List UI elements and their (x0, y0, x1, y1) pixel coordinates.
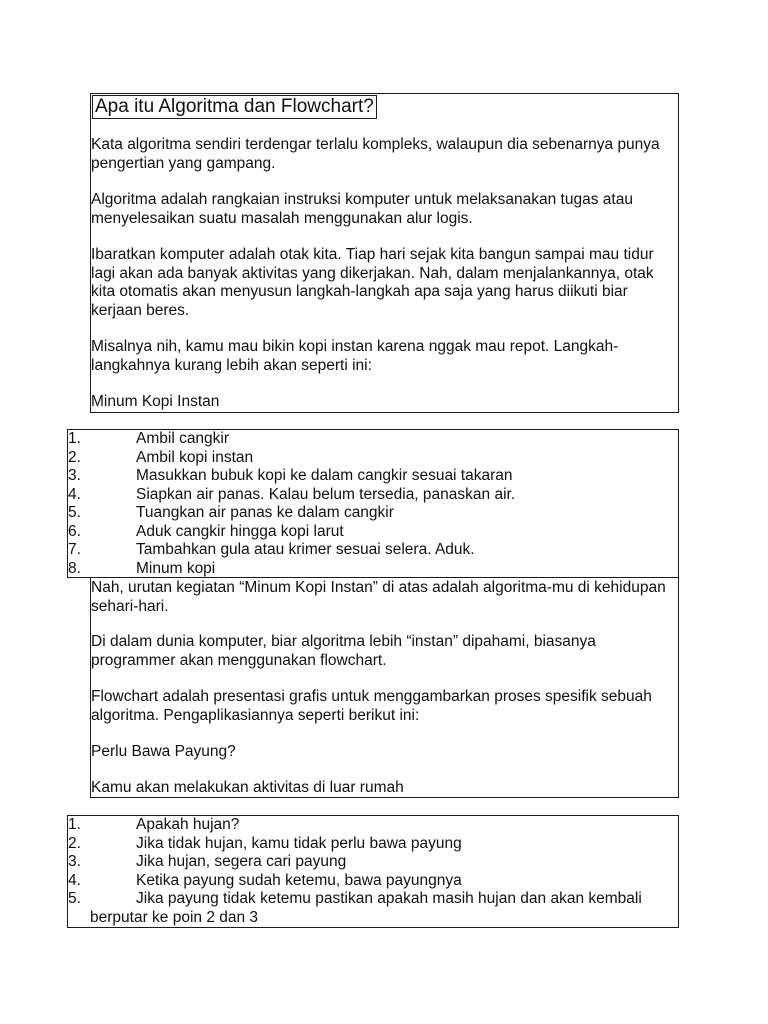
list-item-text: Tuangkan air panas ke dalam cangkir (136, 504, 394, 521)
list-item (68, 504, 680, 523)
list-item-number: 1. (68, 430, 81, 447)
payung-steps-list (68, 816, 680, 927)
list-item (68, 486, 680, 505)
list-item-text: Ambil cangkir (136, 430, 230, 447)
list-item-text: Aduk cangkir hingga kopi larut (136, 522, 344, 540)
list-item-number: 4. (68, 871, 81, 889)
list-item-number: 5. (68, 890, 81, 907)
list-item-number: 2. (68, 448, 81, 466)
paragraph-ibaratkan: Ibaratkan komputer adalah otak kita. Tiap hari sejak kita bangun sampai mau tidur lagi akan ada banyak aktivitas yang dikerjakan. Nah, dalam menjalankannya, otak kita otomatis akan menyusun langkah-langkah apa saja yang harus diikuti biar kerjaan beres. (91, 246, 654, 319)
payung-steps-section (67, 815, 679, 928)
list-item (68, 872, 680, 891)
flowchart-section (90, 577, 679, 798)
list-item-number: 4. (68, 485, 81, 503)
paragraph-aktivitas-luar: Kamu akan melakukan aktivitas di luar rumah (91, 779, 404, 796)
kopi-steps-section (67, 429, 679, 578)
list-item-text: Ketika payung sudah ketemu, bawa payungnya (136, 871, 462, 889)
list-item-number: 1. (68, 816, 81, 833)
list-item-number: 3. (68, 467, 81, 484)
list-item-number: 2. (68, 834, 81, 852)
list-item-number: 5. (68, 504, 81, 521)
list-item-text: Jika hujan, segera cari payung (136, 853, 347, 870)
document-title: Apa itu Algoritma dan Flowchart? (92, 95, 377, 119)
list-item-text: Minum kopi (136, 559, 216, 577)
list-item-text: Jika tidak hujan, kamu tidak perlu bawa payung (136, 834, 462, 852)
list-item (68, 853, 680, 872)
list-item-number: 6. (68, 522, 81, 540)
list-item-text: Apakah hujan? (136, 816, 240, 833)
list-item-text: Tambahkan gula atau krimer sesuai selera. Aduk. (136, 541, 475, 558)
subheading-minum-kopi: Minum Kopi Instan (91, 393, 220, 410)
paragraph-misalnya: Misalnya nih, kamu mau bikin kopi instan karena nggak mau repot. Langkah-langkahnya kurang lebih akan seperti ini: (91, 338, 619, 374)
intro-section (90, 93, 679, 413)
paragraph-nah-urutan: Nah, urutan kegiatan “Minum Kopi Instan” di atas adalah algoritma-mu di kehidupan sehari-hari. (91, 579, 666, 615)
list-item (68, 560, 680, 579)
list-item-number: 8. (68, 559, 81, 577)
paragraph-dunia-komputer: Di dalam dunia komputer, biar algoritma lebih “instan” dipahami, biasanya programmer akan menggunakan flowchart. (91, 633, 596, 669)
list-item-text: Jika payung tidak ketemu pastikan apakah masih hujan dan akan kembali berputar ke poin 2 dan 3 (90, 890, 642, 926)
list-item-text: Masukkan bubuk kopi ke dalam cangkir sesuai takaran (136, 467, 513, 484)
list-item (68, 541, 680, 560)
list-item-text: Siapkan air panas. Kalau belum tersedia, panaskan air. (136, 485, 516, 503)
subheading-bawa-payung: Perlu Bawa Payung? (91, 743, 236, 760)
list-item (68, 430, 680, 449)
list-item (68, 890, 680, 927)
paragraph-definisi-flowchart: Flowchart adalah presentasi grafis untuk menggambarkan proses spesifik sebuah algoritma. Pengaplikasiannya seperti berikut ini: (91, 688, 652, 724)
list-item-number: 7. (68, 541, 81, 558)
list-item (68, 467, 680, 486)
list-item-text: Ambil kopi instan (136, 448, 254, 466)
kopi-steps-list (68, 430, 680, 578)
list-item (68, 449, 680, 468)
list-item (68, 816, 680, 835)
list-item (68, 523, 680, 542)
list-item (68, 835, 680, 854)
paragraph-definisi-algoritma: Algoritma adalah rangkaian instruksi komputer untuk melaksanakan tugas atau menyelesaikan suatu masalah menggunakan alur logis. (91, 191, 633, 227)
paragraph-kata-algoritma: Kata algoritma sendiri terdengar terlalu kompleks, walaupun dia sebenarnya punya pengertian yang gampang. (91, 136, 660, 172)
list-item-number: 3. (68, 853, 81, 870)
